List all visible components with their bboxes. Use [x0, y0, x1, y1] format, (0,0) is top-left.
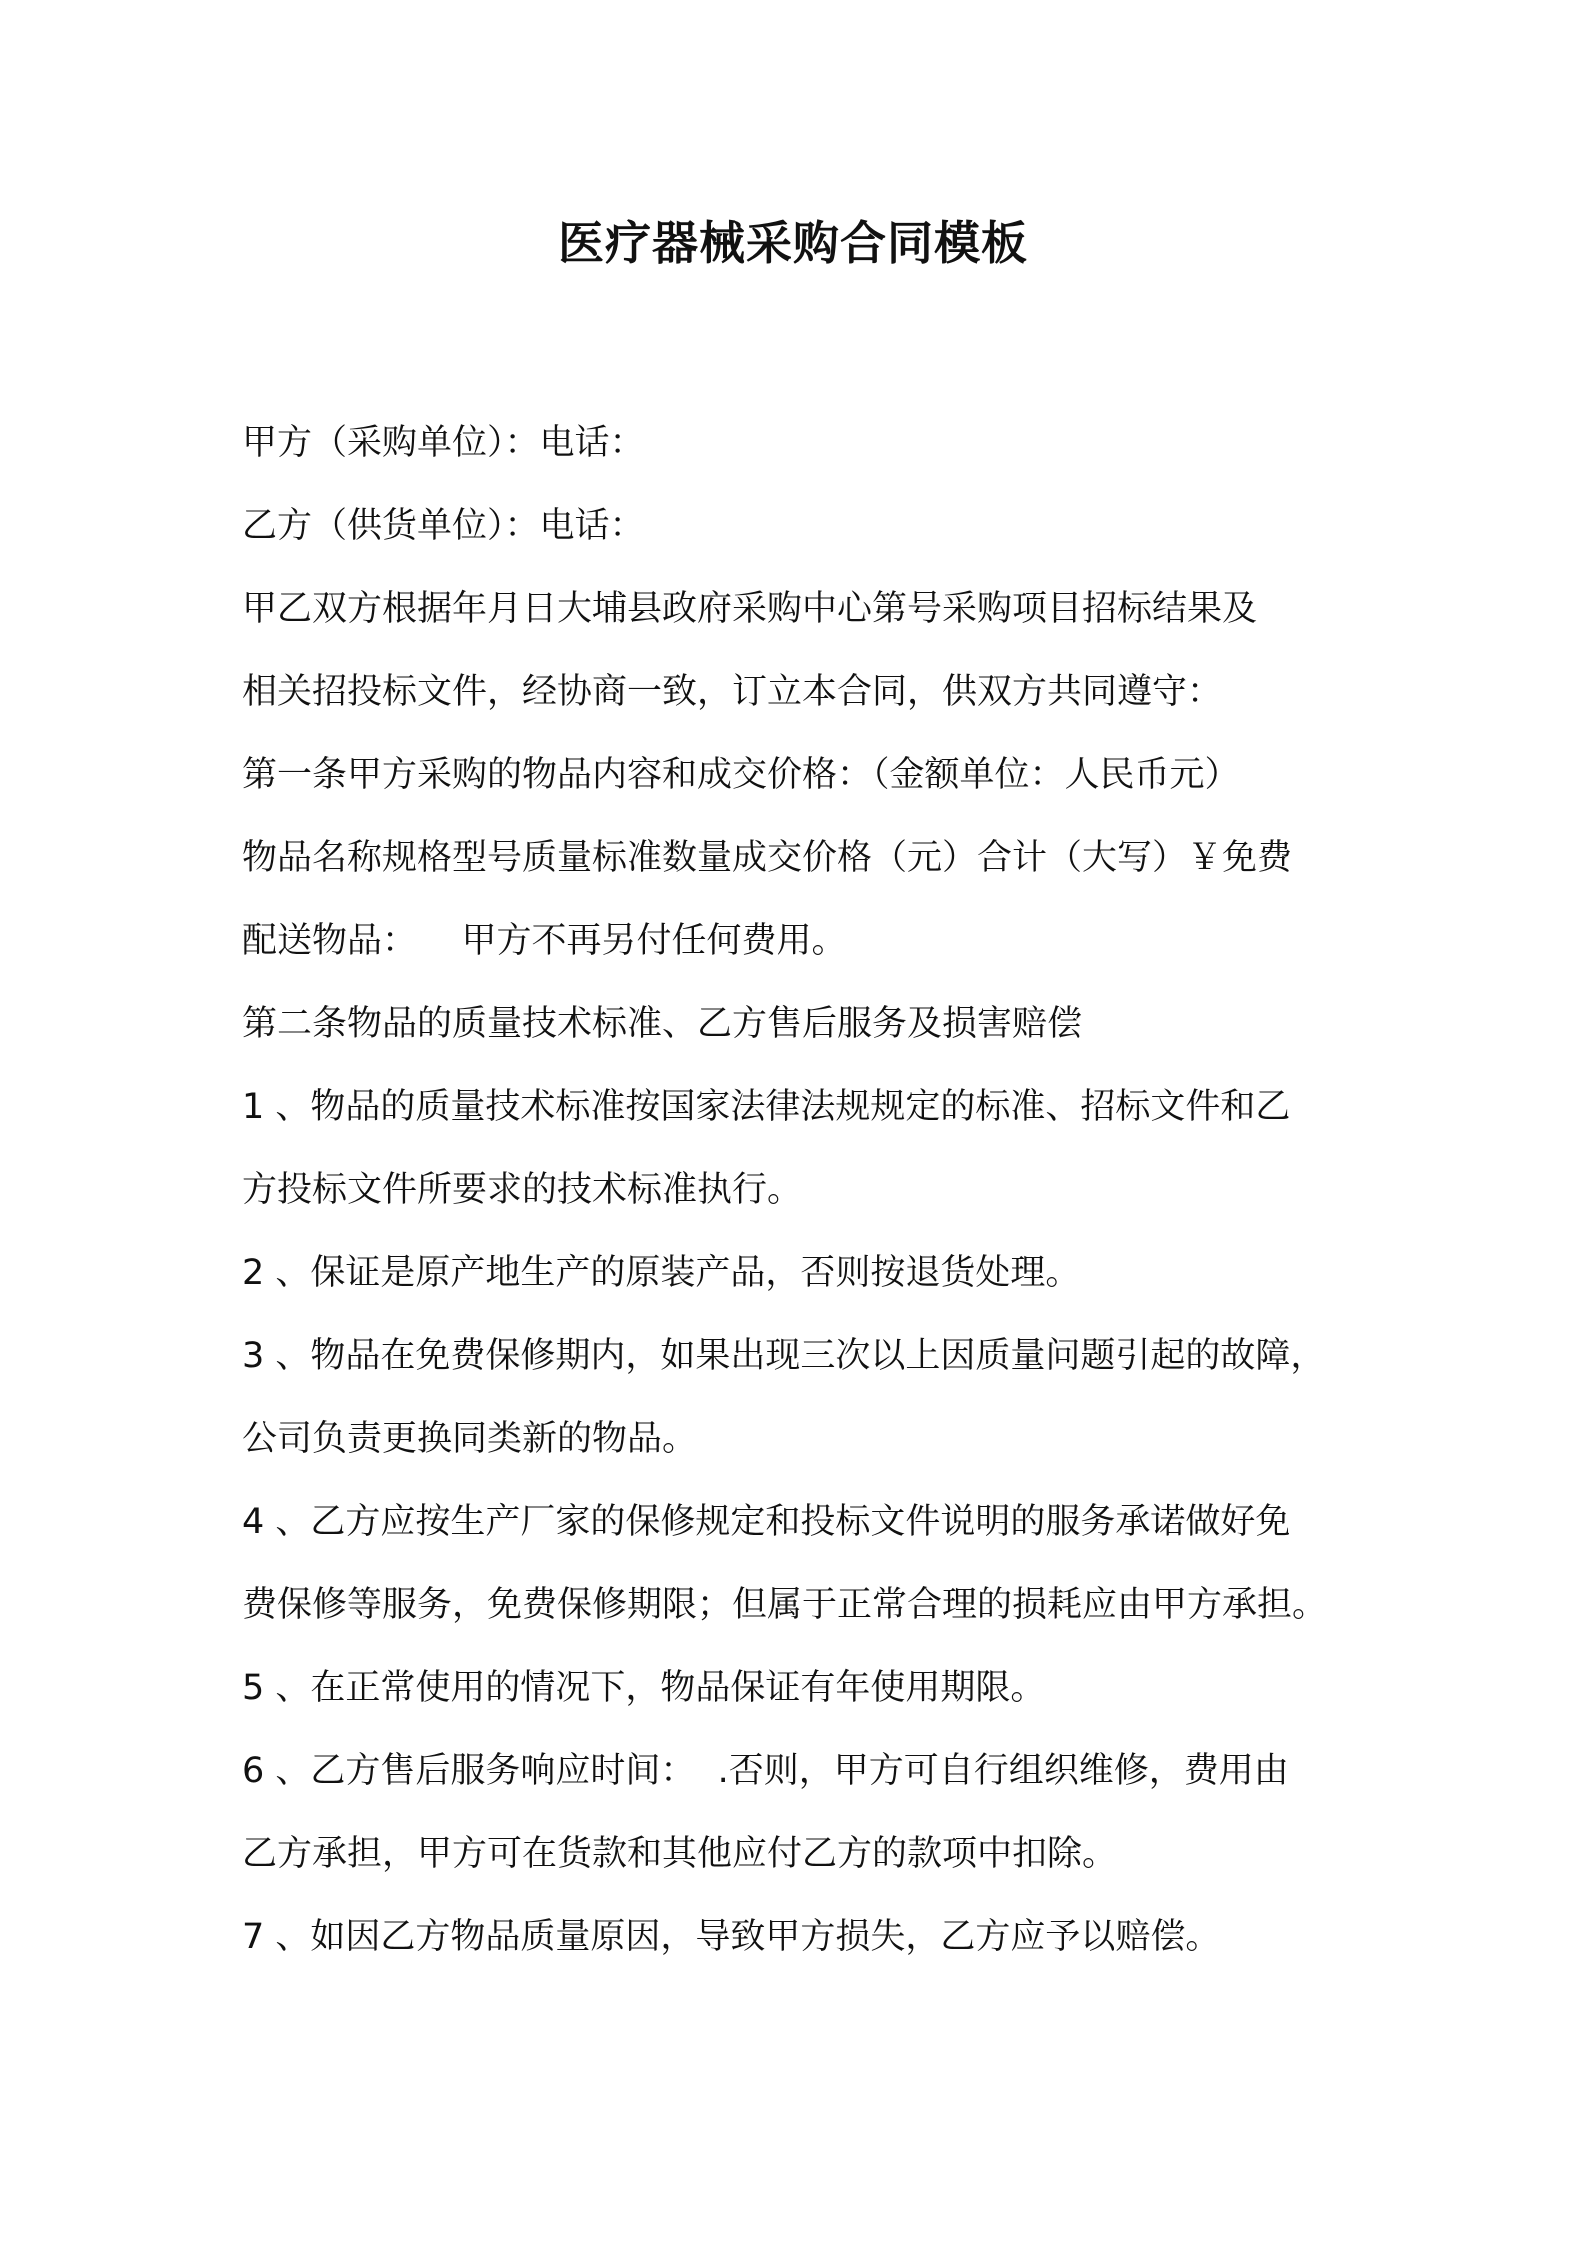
- clause-2: 2 、保证是原产地生产的原装产品，否则按退货处理。: [242, 1253, 1081, 1293]
- preamble-line-2: 相关招投标文件，经协商一致，订立本合同，供双方共同遵守：: [242, 672, 1223, 712]
- document-body: [242, 402, 1362, 1979]
- article-1-heading: 第一条甲方采购的物品内容和成交价格：（金额单位：人民币元）: [242, 755, 1240, 795]
- article-1-items-line-1: 物品名称规格型号质量标准数量成交价格（元）合计（大写）￥免费: [242, 838, 1293, 878]
- clause-7: 7 、如因乙方物品质量原因，导致甲方损失，乙方应予以赔偿。: [242, 1917, 1221, 1957]
- clause-3-line-1: 3 、物品在免费保修期内，如果出现三次以上因质量问题引起的故障，: [242, 1336, 1326, 1376]
- party-a-line: 甲方（采购单位）：电话：: [242, 423, 645, 463]
- document-title: 医疗器械采购合同模板: [558, 216, 1028, 270]
- preamble-line-1: 甲乙双方根据年月日大埔县政府采购中心第号采购项目招标结果及: [242, 589, 1258, 629]
- clause-5: 5 、在正常使用的情况下，物品保证有年使用期限。: [242, 1668, 1046, 1708]
- clause-1-line-1: 1 、物品的质量技术标准按国家法律法规规定的标准、招标文件和乙: [242, 1087, 1291, 1127]
- clause-4-line-1: 4 、乙方应按生产厂家的保修规定和投标文件说明的服务承诺做好免: [242, 1502, 1291, 1542]
- clause-6-line-2: 乙方承担，甲方可在货款和其他应付乙方的款项中扣除。: [242, 1834, 1118, 1874]
- article-1-items-line-2: 配送物品： 甲方不再另付任何费用。: [242, 921, 847, 961]
- article-2-heading: 第二条物品的质量技术标准、乙方售后服务及损害赔偿: [242, 1004, 1083, 1044]
- clause-6-line-1: 6 、乙方售后服务响应时间： .否则，甲方可自行组织维修，费用由: [242, 1751, 1289, 1791]
- party-b-line: 乙方（供货单位）：电话：: [242, 506, 645, 546]
- clause-4-line-2: 费保修等服务，免费保修期限；但属于正常合理的损耗应由甲方承担。: [242, 1585, 1328, 1625]
- clause-3-line-2: 公司负责更换同类新的物品。: [242, 1419, 698, 1459]
- clause-1-line-2: 方投标文件所要求的技术标准执行。: [242, 1170, 803, 1210]
